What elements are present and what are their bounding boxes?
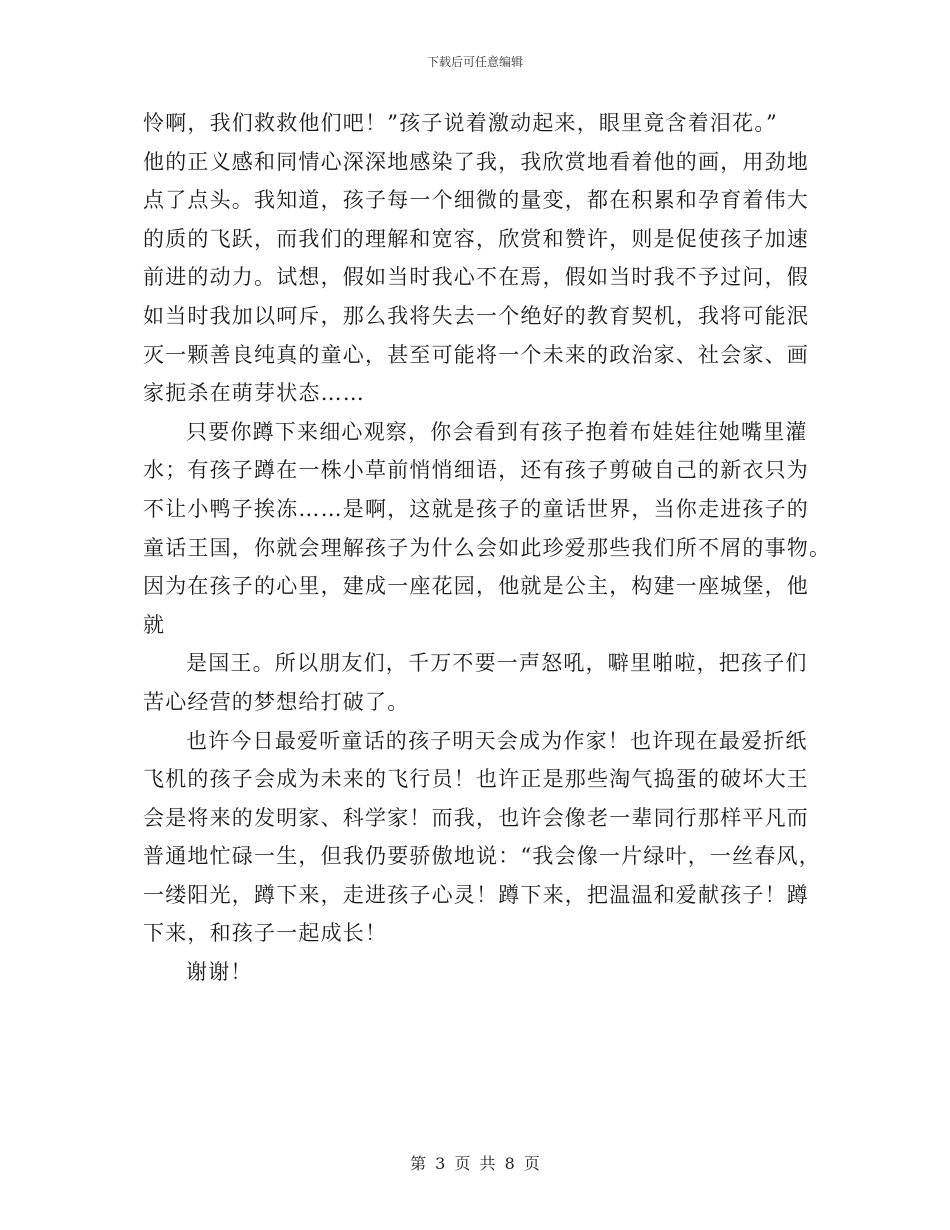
text-line: 因为在孩子的心里，建成一座花园，他就是公主，构建一座城堡，他 <box>143 574 809 599</box>
paragraph-start-line: 只要你蹲下来细心观察，你会看到有孩子抱着布娃娃往她嘴里灌 <box>186 419 808 444</box>
text-line: 家扼杀在萌芽状态…… <box>143 381 365 406</box>
text-line: 就 <box>143 612 166 637</box>
text-line: 的质的飞跃，而我们的理解和宽容，欣赏和赞许，则是促使孩子加速 <box>143 226 809 251</box>
text-line: 不让小鸭子挨冻……是啊，这就是孩子的童话世界，当你走进孩子的 <box>143 496 809 521</box>
paragraph-start-line: 也许今日最爱听童话的孩子明天会成为作家！也许现在最爱折纸 <box>186 728 808 753</box>
text-line: 他的正义感和同情心深深地感染了我，我欣赏地看着他的画，用劲地 <box>143 149 809 174</box>
text-line: 普通地忙碌一生，但我仍要骄傲地说：“我会像一片绿叶，一丝春风， <box>143 844 821 869</box>
text-line: 如当时我加以呵斥，那么我将失去一个绝好的教育契机，我将可能泯 <box>143 303 809 328</box>
text-line: 飞机的孩子会成为未来的飞行员！也许正是那些淘气捣蛋的破坏大王 <box>143 767 809 792</box>
paragraph-start-line: 是国王。所以朋友们，千万不要一声怒吼，噼里啪啦，把孩子们 <box>186 651 808 676</box>
text-line: 一缕阳光，蹲下来，走进孩子心灵！蹲下来，把温温和爱献孩子！蹲 <box>143 882 809 907</box>
text-line: 童话王国，你就会理解孩子为什么会如此珍爱那些我们所不屑的事物。 <box>143 535 832 560</box>
page-number-footer: 第 3 页 共 8 页 <box>410 1154 540 1173</box>
text-line: 怜啊，我们救救他们吧！”孩子说着激动起来，眼里竟含着泪花。” <box>143 111 778 135</box>
text-line: 下来，和孩子一起成长！ <box>143 921 388 946</box>
text-line: 点了点头。我知道，孩子每一个细微的量变，都在积累和孕育着伟大 <box>143 188 809 213</box>
page-header: 下载后可任意编辑 <box>426 55 523 69</box>
text-line: 灭一颗善良纯真的童心，甚至可能将一个未来的政治家、社会家、画 <box>143 342 809 367</box>
text-line: 水；有孩子蹲在一株小草前悄悄细语，还有孩子剪破自己的新衣只为 <box>143 458 809 483</box>
text-line: 苦心经营的梦想给打破了。 <box>143 689 410 714</box>
closing-line: 谢谢！ <box>186 960 253 985</box>
text-line: 前进的动力。试想，假如当时我心不在焉，假如当时我不予过问，假 <box>143 265 809 290</box>
document-body <box>143 104 832 992</box>
text-line: 会是将来的发明家、科学家！而我，也许会像老一辈同行那样平凡而 <box>143 805 809 830</box>
